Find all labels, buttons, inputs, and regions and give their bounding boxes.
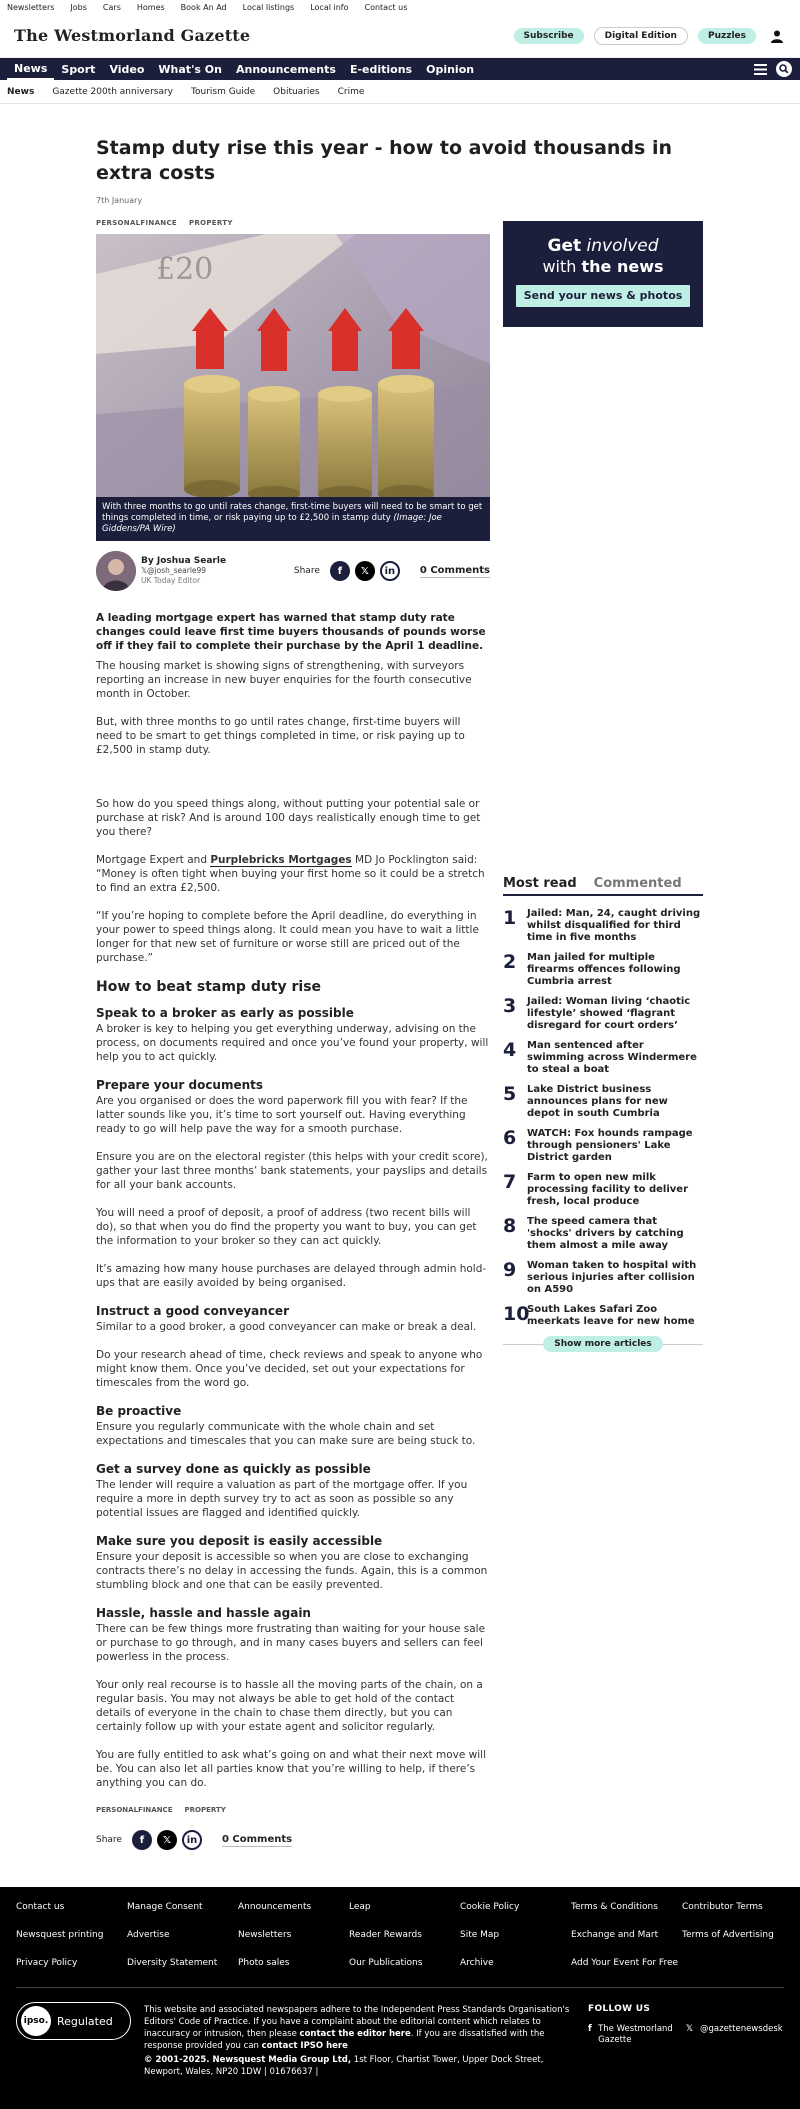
section-heading: How to beat stamp duty rise bbox=[96, 979, 322, 995]
linkedin-icon[interactable]: in bbox=[380, 561, 400, 581]
paragraph: “If you’re hoping to complete before the April deadline, do everything in your power to speed things along. It could mean you have to wait a little longer for that new set of furniture or worse still are priced out of the purchase.” bbox=[96, 910, 479, 964]
utility-bar bbox=[0, 0, 800, 14]
paragraph: Your only real recourse is to hassle all the moving parts of the chain, on a regular basis. You may not always be able to get hold of the contact details of everyone in the chain to chase them directly, but you can certainly follow up with your estate agent and solicitor regularly. bbox=[96, 1679, 483, 1733]
utility-link-newsletters[interactable]: Newsletters bbox=[7, 2, 55, 12]
paragraph: Ensure you are on the electoral register (this helps with your credit score), gather your last three months’ bank statements, your payslips and details for all your bank accounts. bbox=[96, 1151, 488, 1191]
nav-video[interactable]: Video bbox=[109, 62, 145, 76]
masthead bbox=[0, 14, 800, 58]
footer-link[interactable]: Contact us bbox=[16, 1902, 65, 1912]
paragraph: You will need a proof of deposit, a proof of address (two recent bills will do), so that when you do find the property you want to buy, you can get the information to your broker so they can act quickly. bbox=[96, 1207, 477, 1247]
most-read-rank: 8 bbox=[503, 1215, 517, 1237]
follow-us: FOLLOW US f The Westmorland Gazette 𝕏 @gazettenewsdesk bbox=[588, 2004, 783, 2045]
article-date: 7th January bbox=[96, 196, 143, 205]
footer-link[interactable]: Diversity Statement bbox=[127, 1958, 218, 1968]
x-share-icon[interactable]: 𝕏 bbox=[355, 561, 375, 581]
facebook-icon[interactable]: f bbox=[330, 561, 350, 581]
utility-link-local-info[interactable]: Local info bbox=[310, 2, 349, 12]
paragraph: Ensure you regularly communicate with the whole chain and set expectations and timescales that you can make sure are being stuck to. bbox=[96, 1421, 476, 1447]
paragraph: The housing market is showing signs of strengthening, with surveyors reporting an increase in new buyer enquiries for the fourth consecutive month in October. bbox=[96, 660, 472, 700]
author-avatar[interactable] bbox=[96, 551, 136, 591]
most-read-rank: 1 bbox=[503, 907, 517, 929]
tag-property[interactable]: PROPERTY bbox=[184, 1806, 226, 1814]
company-address: 1st Floor, Chartist Tower, Upper Dock Street, Newport, Wales, NP20 1DW | 01676637 | bbox=[144, 2055, 544, 2077]
comments-link[interactable]: 0 Comments bbox=[221, 1833, 293, 1845]
digital-edition-button[interactable]: Digital Edition bbox=[594, 27, 688, 45]
most-read-panel bbox=[503, 876, 703, 1352]
footer-link[interactable]: Announcements bbox=[238, 1902, 312, 1912]
most-read-title[interactable]: South Lakes Safari Zoo meerkats leave for new home bbox=[527, 1304, 695, 1327]
contact-ipso-link[interactable]: contact IPSO here bbox=[261, 2041, 348, 2051]
subnav-gazette-anniversary[interactable]: Gazette 200th anniversary bbox=[52, 86, 174, 97]
most-read-rank: 10 bbox=[503, 1303, 530, 1325]
author-handle[interactable]: @josh_searle99 bbox=[147, 566, 207, 575]
puzzles-button[interactable]: Puzzles bbox=[698, 28, 756, 44]
subscribe-button[interactable]: Subscribe bbox=[514, 28, 584, 44]
most-read-item[interactable] bbox=[503, 908, 703, 944]
footer-link[interactable]: Reader Rewards bbox=[349, 1930, 422, 1940]
utility-link-jobs[interactable]: Jobs bbox=[70, 2, 87, 12]
footer-link[interactable]: Leap bbox=[349, 1902, 371, 1912]
subheading: Hassle, hassle and hassle again bbox=[96, 1606, 311, 1620]
facebook-icon[interactable]: f bbox=[132, 1830, 152, 1850]
most-read-title[interactable]: Man jailed for multiple firearms offences following Cumbria arrest bbox=[527, 952, 681, 987]
most-read-title[interactable]: WATCH: Fox hounds rampage through pensioners' Lake District garden bbox=[527, 1128, 693, 1163]
utility-link-local-listings[interactable]: Local listings bbox=[242, 2, 295, 12]
x-share-icon[interactable]: 𝕏 bbox=[157, 1830, 177, 1850]
tag-personalfinance[interactable]: PERSONALFINANCE bbox=[96, 1806, 173, 1814]
subheading: Be proactive bbox=[96, 1404, 182, 1418]
footer-link[interactable]: Add Your Event For Free bbox=[571, 1958, 679, 1968]
get-involved-promo: Get involved with the news Send your news & photos bbox=[503, 221, 703, 327]
most-read-item[interactable] bbox=[503, 1172, 703, 1208]
most-read-rank: 2 bbox=[503, 951, 517, 973]
subheading: Instruct a good conveyancer bbox=[96, 1304, 289, 1318]
paragraph: Mortgage Expert and Purplebricks Mortgages MD Jo Pocklington said: “Money is often tight when buying your first home so it could be a stretch to find an extra £2,500. bbox=[96, 854, 485, 894]
nav-announcements[interactable]: Announcements bbox=[236, 62, 336, 76]
nav-whats-on[interactable]: What's On bbox=[158, 62, 222, 76]
footer-link[interactable]: Privacy Policy bbox=[16, 1958, 78, 1968]
footer-link[interactable]: Our Publications bbox=[349, 1958, 423, 1968]
most-read-rank: 6 bbox=[503, 1127, 517, 1149]
subheading: Speak to a broker as early as possible bbox=[96, 1006, 354, 1020]
share-label: Share bbox=[96, 1835, 122, 1845]
utility-link-cars[interactable]: Cars bbox=[102, 2, 121, 12]
contact-editor-link[interactable]: contact the editor here bbox=[299, 2029, 411, 2039]
most-read-rank: 3 bbox=[503, 995, 517, 1017]
nav-e-editions[interactable]: E-editions bbox=[349, 62, 413, 76]
site-footer bbox=[0, 1887, 800, 2109]
footer-link[interactable]: Site Map bbox=[460, 1930, 500, 1940]
paragraph: Ensure your deposit is accessible so when you are close to exchanging contracts there’s no delay in accessing the funds. Again, this is a common stumbling block and one that can be easily prevented. bbox=[96, 1551, 488, 1591]
most-read-title[interactable]: Jailed: Man, 24, caught driving whilst disqualified for third time in five months bbox=[527, 908, 701, 943]
most-read-title[interactable]: The speed camera that 'shocks' drivers by catching them almost a mile away bbox=[527, 1216, 684, 1251]
copyright: © 2001-2025. Newsquest Media Group Ltd, bbox=[144, 2055, 352, 2065]
most-read-rank: 5 bbox=[503, 1083, 517, 1105]
search-icon[interactable] bbox=[776, 61, 792, 77]
footer-link[interactable]: Newsletters bbox=[238, 1930, 292, 1940]
paragraph: So how do you speed things along, without putting your potential sale or purchase at risk? And is around 100 days realistically enough time to get you there? bbox=[96, 798, 481, 838]
footer-link[interactable]: Exchange and Mart bbox=[571, 1930, 659, 1940]
subnav-news[interactable]: News bbox=[7, 86, 35, 97]
subnav-tourism-guide[interactable]: Tourism Guide bbox=[191, 86, 256, 97]
utility-link-homes[interactable]: Homes bbox=[136, 2, 165, 12]
most-read-item[interactable] bbox=[503, 952, 703, 988]
subheading: Prepare your documents bbox=[96, 1078, 264, 1092]
paragraph: A broker is key to helping you get everything underway, advising on the process, on documents required and once you’ve found your property, will help you to act quickly. bbox=[96, 1023, 489, 1063]
svg-text:£20: £20 bbox=[156, 252, 214, 287]
most-read-title[interactable]: Farm to open new milk processing facility to deliver fresh, local produce bbox=[527, 1172, 689, 1207]
ipso-statement: This website and associated newspapers adhere to the Independent Press Standards Organisation's Editors' Code of Practice. If you have a complaint about the editorial content which relates to inaccuracy or intrusion, then please contact the editor here. If you are dissatisfied with the response provided you can contact IPSO here © 2001-2025. Newsquest Media Group Ltd, 1st Floor, Chartist Tower, Upper Dock Street, Newport, Wales, NP20 1DW | 01676637 | bbox=[144, 2005, 570, 2077]
nav-opinion[interactable]: Opinion bbox=[426, 62, 475, 76]
tab-most-read[interactable]: Most read bbox=[503, 876, 577, 891]
tag-personalfinance[interactable]: PERSONALFINANCE bbox=[96, 219, 177, 227]
byline bbox=[96, 551, 490, 591]
nav-news[interactable]: News bbox=[7, 58, 54, 80]
comments-link[interactable]: 0 Comments bbox=[419, 564, 490, 576]
paragraph: There can be few things more frustrating than waiting for your house sale or purchase to go through, and in many cases buyers and sellers can feel powerless in the process. bbox=[96, 1623, 486, 1663]
footer-links bbox=[16, 1902, 793, 1973]
most-read-item[interactable] bbox=[503, 1260, 703, 1296]
paragraph: Are you organised or does the word paperwork fill you with fear? If the latter sounds like you, it’s time to sort yourself out. Having everything ready to go will help pave the way for a smooth purchase. bbox=[96, 1095, 468, 1135]
most-read-rank: 4 bbox=[503, 1039, 517, 1061]
most-read-title[interactable]: Man sentenced after swimming across Windermere to steal a boat bbox=[527, 1040, 697, 1075]
article-footer-tags bbox=[96, 1806, 226, 1814]
nav-sport[interactable]: Sport bbox=[61, 62, 96, 76]
ipso-regulated-label: Regulated bbox=[57, 2014, 113, 2028]
most-read-item[interactable] bbox=[503, 1084, 703, 1120]
most-read-item[interactable] bbox=[503, 1128, 703, 1164]
footer-link[interactable]: Cookie Policy bbox=[460, 1902, 520, 1912]
footer-link[interactable]: Terms of Advertising bbox=[682, 1930, 774, 1940]
x-icon: 𝕏 bbox=[686, 2024, 693, 2034]
footer-link[interactable]: Terms & Conditions bbox=[571, 1902, 658, 1912]
footer-link[interactable]: Advertise bbox=[127, 1930, 170, 1940]
ipso-logo: ipso. bbox=[21, 2006, 51, 2036]
share-bar bbox=[294, 561, 490, 581]
most-read-rank: 7 bbox=[503, 1171, 517, 1193]
utility-link-book-an-ad[interactable]: Book An Ad bbox=[180, 2, 227, 12]
most-read-title[interactable]: Jailed: Woman living ‘chaotic lifestyle’ showed ‘flagrant disregard for court orders’ bbox=[527, 996, 691, 1031]
tab-commented[interactable]: Commented bbox=[593, 876, 682, 891]
paragraph: It’s amazing how many house purchases are delayed through admin hold-ups that are easily avoided by being organised. bbox=[96, 1263, 487, 1289]
footer-link[interactable]: Photo sales bbox=[238, 1958, 290, 1968]
menu-icon[interactable] bbox=[752, 61, 768, 77]
article-lead: A leading mortgage expert has warned that stamp duty rate changes could leave first time buyers thousands of pounds worse off if they fail to complete their purchase by the April 1 deadline. bbox=[96, 612, 486, 652]
utility-link-contact-us[interactable]: Contact us bbox=[364, 2, 408, 12]
user-icon[interactable] bbox=[768, 27, 786, 45]
article-body bbox=[96, 611, 490, 1790]
sub-nav bbox=[0, 80, 800, 104]
most-read-item[interactable] bbox=[503, 1216, 703, 1252]
article-headline: Stamp duty rise this year - how to avoid thousands in extra costs bbox=[96, 137, 673, 184]
footer-link[interactable]: Contributor Terms bbox=[682, 1902, 763, 1912]
hero-credit: (Image: Joe Giddens/PA Wire) bbox=[102, 513, 442, 534]
footer-facebook-link[interactable]: f The Westmorland Gazette bbox=[588, 2024, 673, 2045]
hero-image bbox=[96, 234, 490, 541]
most-read-title[interactable]: Woman taken to hospital with serious injuries after collision on A590 bbox=[527, 1260, 697, 1295]
x-icon: 𝕏 bbox=[141, 566, 148, 575]
paragraph: You are fully entitled to ask what’s going on and what their next move will be. You can also let all parties know that you’re willing to help, if there’s anything you can do. bbox=[96, 1749, 486, 1789]
show-more-articles-button[interactable]: Show more articles bbox=[543, 1336, 663, 1352]
most-read-title[interactable]: Lake District business announces plans for new depot in south Cumbria bbox=[527, 1084, 668, 1119]
footer-link[interactable]: Archive bbox=[460, 1958, 494, 1968]
subheading: Get a survey done as quickly as possible bbox=[96, 1462, 371, 1476]
paragraph: But, with three months to go until rates change, first-time buyers will need to be smart to get things completed in time, or risk paying up to £2,500 in stamp duty. bbox=[96, 716, 465, 756]
subnav-obituaries[interactable]: Obituaries bbox=[273, 86, 320, 97]
purplebricks-link[interactable]: Purplebricks Mortgages bbox=[210, 854, 352, 866]
footer-share-bar bbox=[96, 1830, 292, 1850]
most-read-item[interactable] bbox=[503, 996, 703, 1032]
ipso-badge[interactable] bbox=[16, 2002, 131, 2040]
linkedin-icon[interactable]: in bbox=[182, 1830, 202, 1850]
most-read-rank: 9 bbox=[503, 1259, 517, 1281]
most-read-item[interactable] bbox=[503, 1040, 703, 1076]
facebook-icon: f bbox=[588, 2024, 592, 2034]
main-nav bbox=[0, 58, 800, 80]
tag-property[interactable]: PROPERTY bbox=[188, 219, 233, 227]
most-read-item[interactable] bbox=[503, 1304, 703, 1328]
paragraph: The lender will require a valuation as part of the mortgage offer. If you require a more in depth survey try to act as soon as possible so any potential issues are flagged and identified quickly. bbox=[96, 1479, 468, 1519]
footer-x-link[interactable]: 𝕏 @gazettenewsdesk bbox=[686, 2024, 783, 2046]
share-label: Share bbox=[293, 566, 320, 576]
subheading: Make sure you deposit is easily accessible bbox=[96, 1534, 383, 1548]
hero-caption: With three months to go until rates change, first-time buyers will need to be smart to get things completed in time, or risk paying up to £2,500 in stamp duty (Image: Joe Giddens/PA Wire) bbox=[96, 497, 490, 541]
footer-link[interactable]: Newsquest printing bbox=[16, 1930, 104, 1940]
send-news-button[interactable]: Send your news & photos bbox=[516, 285, 690, 307]
paragraph: Do your research ahead of time, check reviews and speak to anyone who might know them. Once you’ve decided, set out your expectations for timescales from the word go. bbox=[96, 1349, 483, 1389]
footer-link[interactable]: Manage Consent bbox=[127, 1902, 203, 1912]
author-role: UK Today Editor bbox=[141, 576, 201, 585]
article-tags bbox=[96, 219, 490, 227]
author-name[interactable]: By Joshua Searle bbox=[141, 556, 227, 566]
subnav-crime[interactable]: Crime bbox=[337, 86, 365, 97]
paragraph: Similar to a good broker, a good conveyancer can make or break a deal. bbox=[96, 1321, 477, 1333]
site-logo[interactable]: The Westmorland Gazette bbox=[14, 26, 251, 45]
